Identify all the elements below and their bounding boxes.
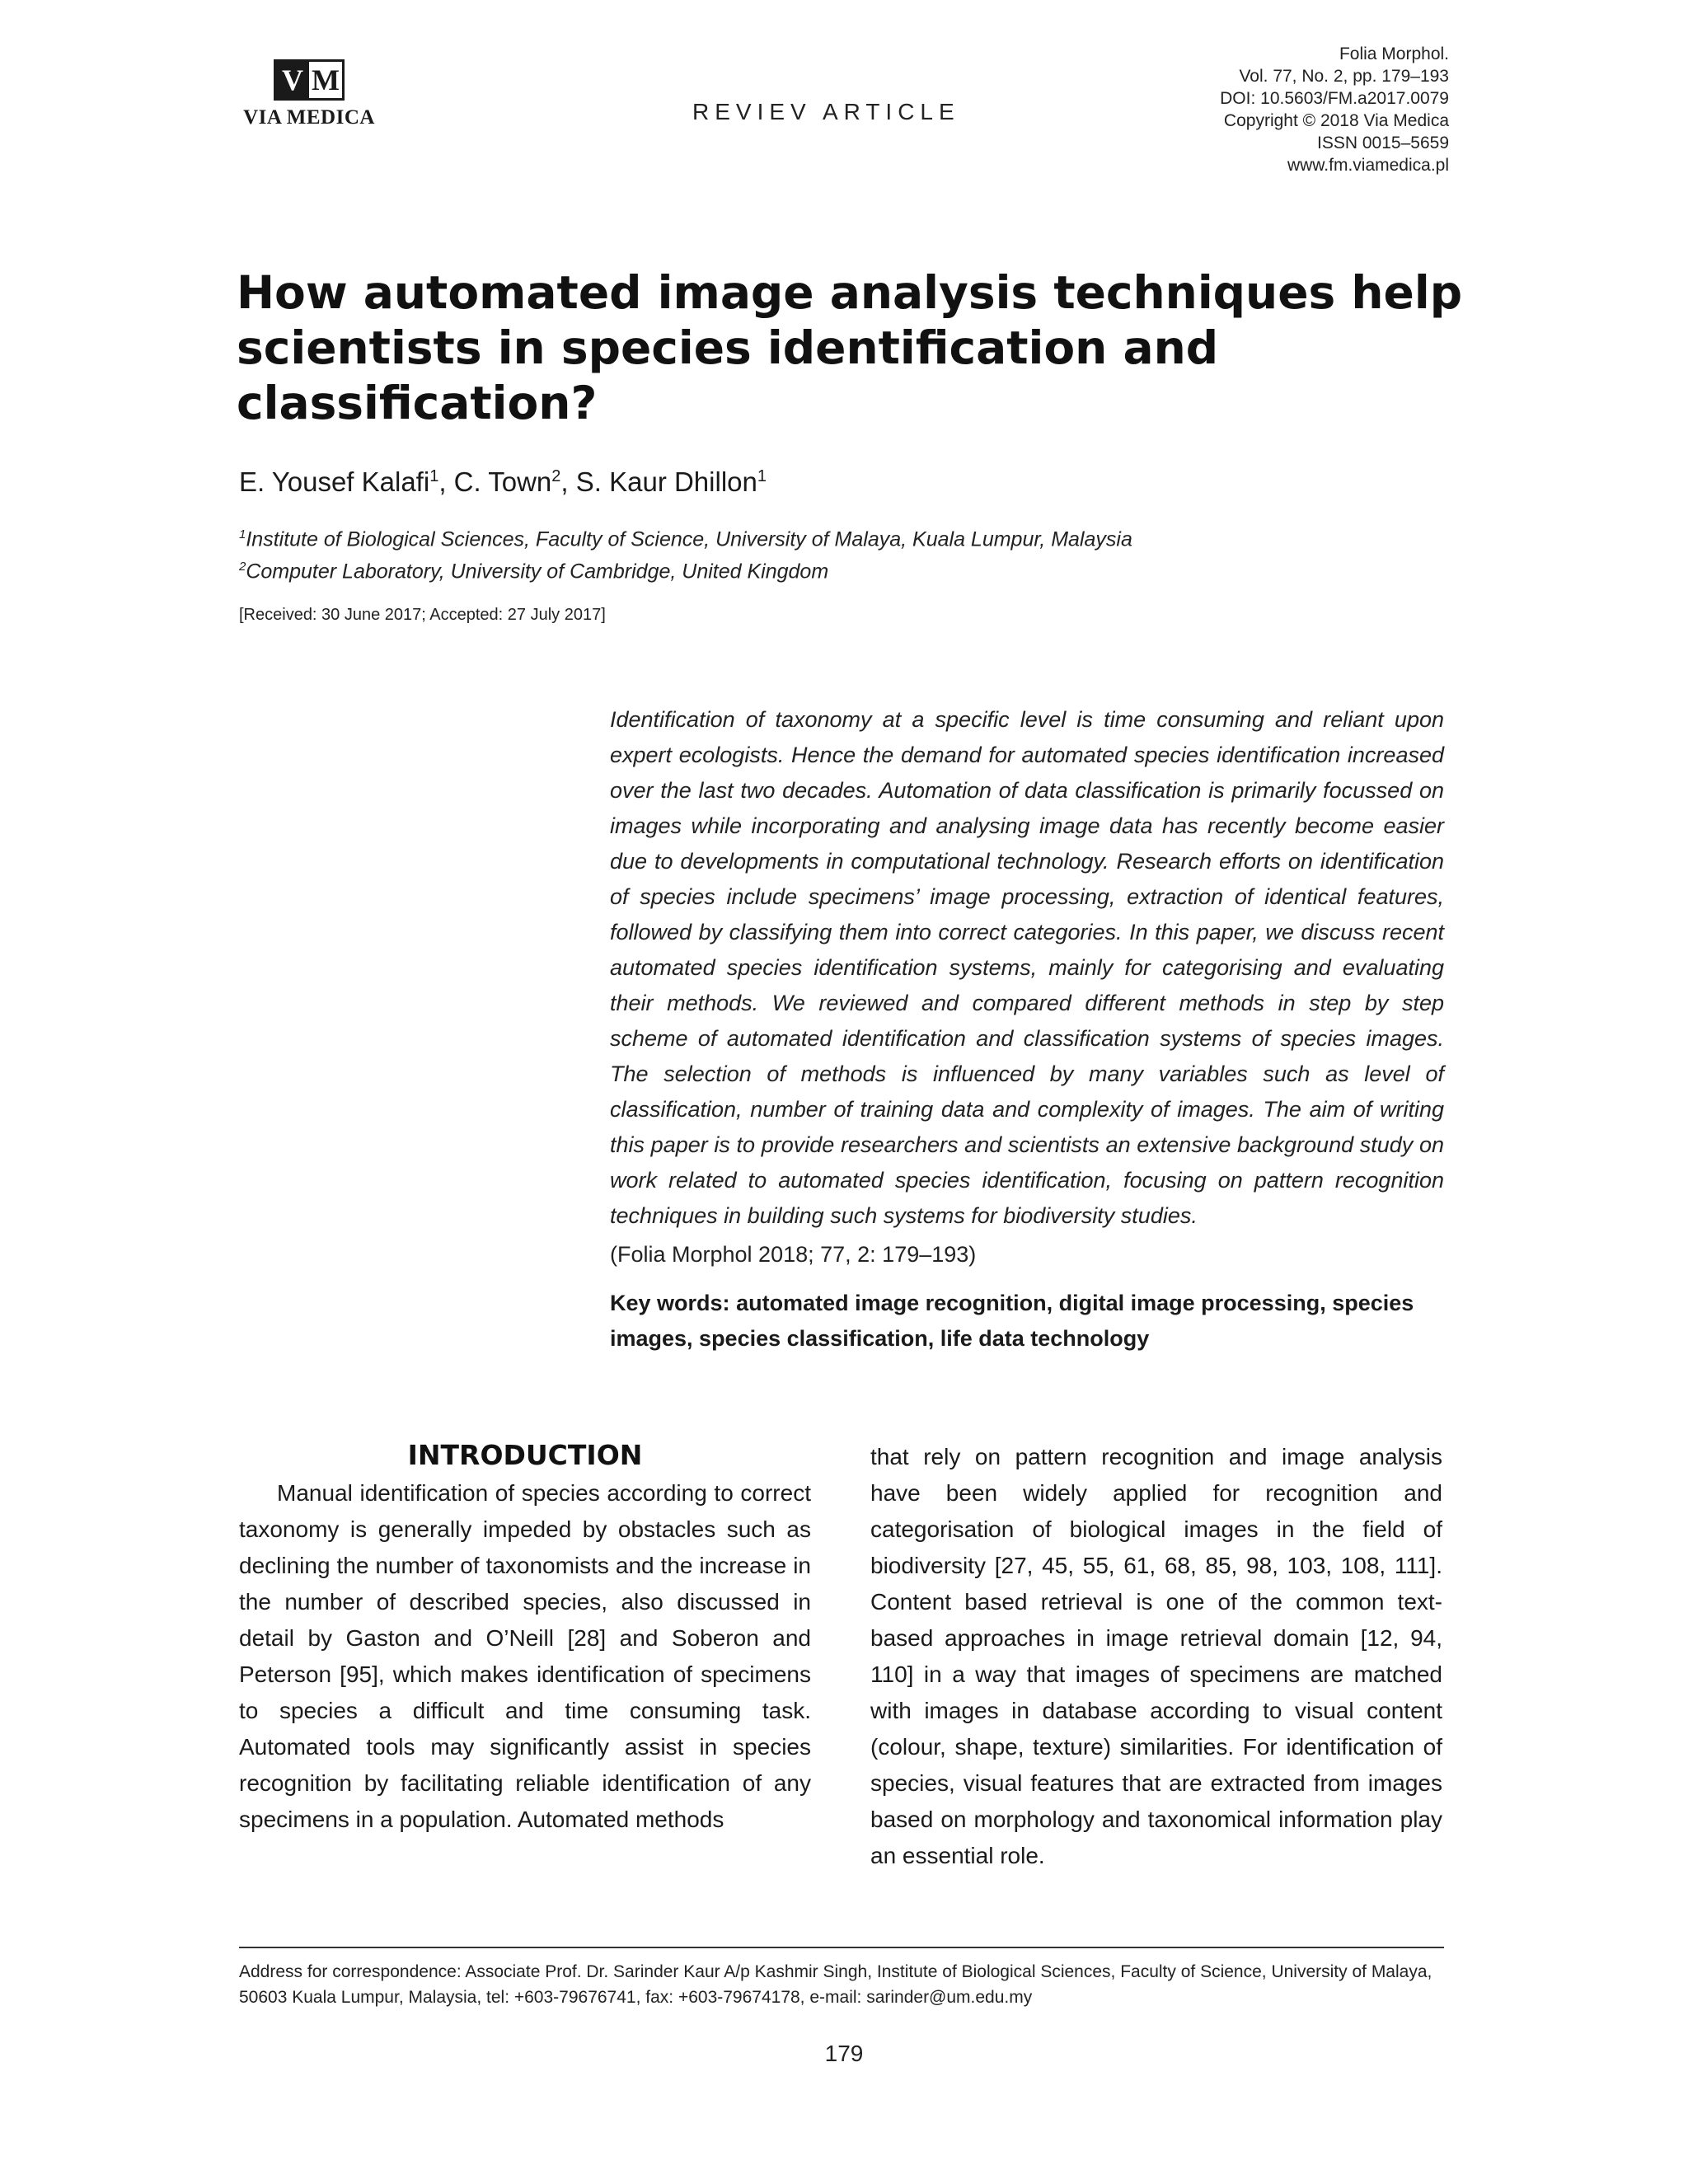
affiliation-text: Computer Laboratory, University of Cambridge, United Kingdom — [246, 560, 829, 583]
journal-doi: DOI: 10.5603/FM.a2017.0079 — [1220, 89, 1449, 108]
received-dates: [Received: 30 June 2017; Accepted: 27 July 2017] — [239, 606, 606, 624]
journal-url[interactable]: www.fm.viamedica.pl — [1287, 156, 1449, 175]
section-heading-introduction: INTRODUCTION — [407, 1439, 643, 1471]
correspondence-address: Address for correspondence: Associate Prof. Dr. Sarinder Kaur A/p Kashmir Singh, Institute of Biological Sciences, Faculty of Science, University of Malaya, 50603 Kuala Lumpur, Malaysia, tel: +603-79676741, fax: +603-79674178, e-mail: sarinder@um.edu.my — [239, 1962, 1432, 2007]
citation: (Folia Morphol 2018; 77, 2: 179–193) — [610, 1242, 977, 1267]
keywords-text: automated image recognition, digital image processing, species images, species classification, life data technology — [610, 1291, 1414, 1351]
affiliation-mark: 1 — [239, 527, 246, 541]
article-type: REVIEV ARTICLE — [692, 99, 960, 124]
journal-copyright: Copyright © 2018 Via Medica — [1223, 111, 1449, 130]
keywords — [610, 1286, 1444, 1357]
keywords-label: Key words: — [610, 1291, 730, 1315]
logo-letter-m: M — [309, 62, 342, 98]
author-name: E. Yousef Kalafi — [239, 466, 430, 497]
author-name: C. Town — [453, 466, 552, 497]
publisher-logo — [239, 59, 379, 130]
author-affiliation-mark: 2 — [551, 467, 561, 485]
journal-name: Folia Morphol. — [1339, 45, 1449, 63]
affiliation-item — [239, 553, 1132, 585]
journal-info — [1220, 43, 1449, 176]
page-number: 179 — [824, 2041, 864, 2066]
author-affiliation-mark: 1 — [429, 467, 439, 485]
author-name: S. Kaur Dhillon — [575, 466, 757, 497]
affiliation-list — [239, 521, 1132, 586]
author-list — [239, 466, 767, 498]
affiliation-mark: 2 — [239, 560, 246, 574]
author-separator: , — [560, 466, 576, 497]
journal-volume: Vol. 77, No. 2, pp. 179–193 — [1239, 67, 1449, 86]
affiliation-text: Institute of Biological Sciences, Faculty of Science, University of Malaya, Kuala Lumpur, Malaysia — [246, 527, 1132, 551]
author-affiliation-mark: 1 — [757, 467, 767, 485]
logo-letter-v: V — [276, 62, 309, 98]
abstract: Identification of taxonomy at a specific level is time consuming and reliant upon expert ecologists. Hence the demand for automated species identification increased over the last two decades. Automation of data classification is primarily focussed on images while incorporating and analysing image data has recently become easier due to developments in computational technology. Research efforts on identification of species include specimens’ image processing, extraction of identical features, followed by classifying them into correct categories. In this paper, we discuss recent automated species identification systems, mainly for categorising and evaluating their methods. We reviewed and compared different methods in step by step scheme of automated identification and classification systems of species images. The selection of methods is influenced by many variables such as level of classification, number of training data and complexity of images. The aim of writing this paper is to provide researchers and scientists an extensive background study on work related to automated species identification, focusing on pattern recognition techniques in building such systems for biodiversity studies. — [610, 707, 1444, 1228]
body-text-left-column: Manual identification of species according to correct taxonomy is generally impeded by obstacles such as declining the number of taxonomists and the increase in the number of described species, also discussed in detail by Gaston and O’Neill [28] and Soberon and Peterson [95], which makes identification of specimens to species a difficult and time consuming task. Automated tools may significantly assist in species recognition by facilitating reliable identification of any specimens in a population. Automated methods — [239, 1480, 811, 1832]
affiliation-item — [239, 521, 1132, 553]
footer-divider — [239, 1947, 1444, 1948]
journal-issn: ISSN 0015–5659 — [1317, 134, 1449, 152]
publisher-name: VIA MEDICA — [243, 106, 375, 129]
author-separator: , — [438, 466, 454, 497]
article-title: How automated image analysis techniques help scientists in species identification and classification? — [237, 266, 1463, 429]
body-text-right-column: that rely on pattern recognition and image analysis have been widely applied for recognition and categorisation of biological images in the field of biodiversity [27, 45, 55, 61, 68, 85, 98, 103, 108, 111]. Content based retrieval is one of the common text-based approaches in image retrieval domain [12, 94, 110] in a way that images of specimens are matched with images in database according to visual content (colour, shape, texture) similarities. For identification of species, visual features that are extracted from images based on morphology and taxonomical information play an essential role. — [870, 1444, 1442, 1868]
vm-logo-mark — [274, 59, 345, 101]
